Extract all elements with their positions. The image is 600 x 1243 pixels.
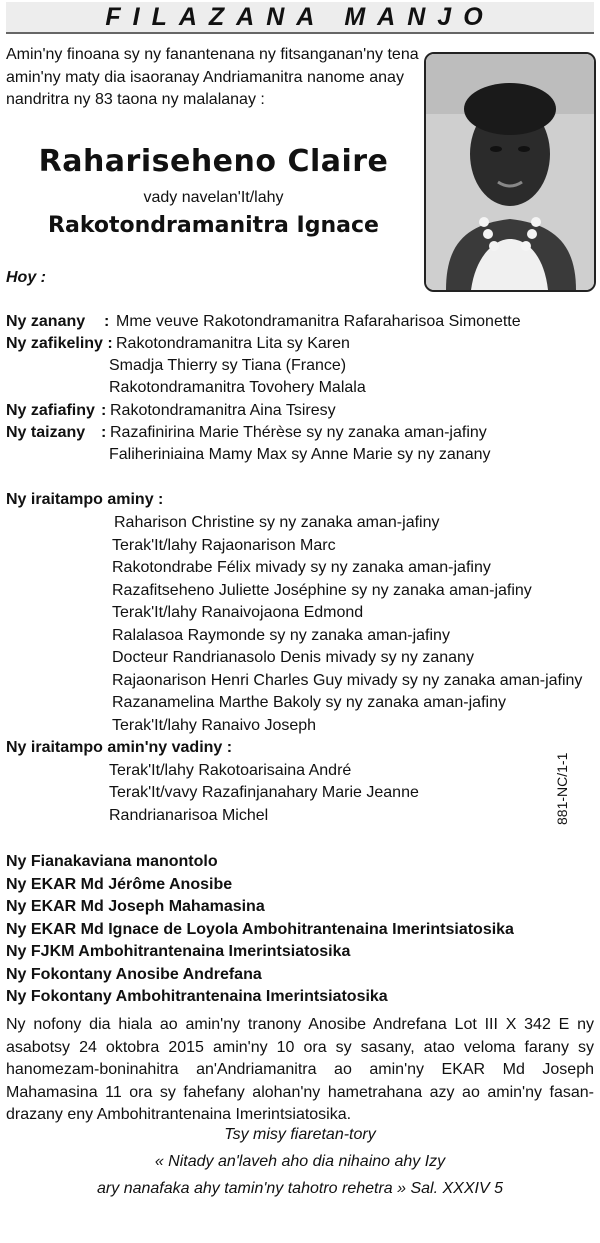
reference-code: 881-NC/1-1 — [554, 752, 570, 825]
taizany-item: Razafinirina Marie Thérèse sy ny zanaka aman-jafiny — [110, 424, 487, 441]
deceased-name: Rahariseheno Claire — [38, 144, 389, 179]
zafiafiny-colon: : — [101, 402, 107, 419]
iraitampo-item: Rakotondrabe Félix mivady sy ny zanaka aman-jafiny — [112, 559, 491, 576]
taizany-item: Faliheriniaina Mamy Max sy Anne Marie sy ny zanany — [109, 446, 491, 463]
funeral-details: Ny nofony dia hiala ao amin'ny tranony Anosibe Andrefana Lot III X 342 E ny asabotsy 24 oktobra 2015 amin'ny 10 ora sy sasany, atao veloma farany sy hanomezam-boninahitra an'Andriamanitra ao amin'ny EKAR Md Joseph Mahamasina 11 ora sy fahefany alohan'ny hametrahana azy ao amin'ny fasan-drazany eny Ambohitrantenaina Imerintsiatosika. — [6, 1016, 594, 1123]
zanany-label: Ny zanany — [6, 313, 86, 330]
closing-line-3: ary nanafaka ahy tamin'ny tahotro rehetra » Sal. XXXIV 5 — [97, 1180, 503, 1197]
intro-text: Amin'ny finoana sy ny fanantenana ny fitsanganan'ny tena amin'ny maty dia isaoranay Andriamanitra nanome anay nandritra ny 83 taona ny malalanay : — [6, 46, 419, 108]
iraitampo-item: Terak'It/lahy Ranaivojaona Edmond — [112, 604, 364, 621]
organization-line: Ny EKAR Md Ignace de Loyola Ambohitrantenaina Imerintsiatosika — [6, 921, 514, 938]
zafikeliny-item: Rakotondramanitra Lita sy Karen — [116, 335, 350, 352]
organization-line: Ny FJKM Ambohitrantenaina Imerintsiatosika — [6, 943, 351, 960]
notice-body — [6, 41, 594, 1237]
notice-header — [6, 2, 594, 34]
organization-line: Ny EKAR Md Joseph Mahamasina — [6, 898, 265, 915]
zafikeliny-item: Rakotondramanitra Tovohery Malala — [109, 379, 366, 396]
iraitampo-item: Rajaonarison Henri Charles Guy mivady sy ny zanaka aman-jafiny — [112, 672, 583, 689]
iraitampo-vadiny-item: Randrianarisoa Michel — [109, 807, 269, 824]
iraitampo-item: Razafitseheno Juliette Joséphine sy ny zanaka aman-jafiny — [112, 582, 532, 599]
organization-line: Ny Fokontany Anosibe Andrefana — [6, 966, 262, 983]
spouse-name: Rakotondramanitra Ignace — [48, 213, 379, 238]
iraitampo-vadiny-item: Terak'It/lahy Rakotoarisaina André — [109, 762, 352, 779]
zafikeliny-item: Smadja Thierry sy Tiana (France) — [109, 357, 347, 374]
zafikeliny-label: Ny zafikeliny : — [6, 335, 113, 352]
iraitampo-item: Razanamelina Marthe Bakoly sy ny zanaka aman-jafiny — [112, 694, 506, 711]
organization-line: Ny Fokontany Ambohitrantenaina Imerintsiatosika — [6, 988, 388, 1005]
closing-line-2: « Nitady an'laveh aho dia nihaino ahy Izy — [154, 1153, 446, 1170]
taizany-label: Ny taizany — [6, 424, 86, 441]
spouse-label: vady navelan'It/lahy — [143, 189, 284, 206]
organization-line: Ny EKAR Md Jérôme Anosibe — [6, 876, 233, 893]
organization-line: Ny Fianakaviana manontolo — [6, 853, 218, 870]
iraitampo-item: Ralalasoa Raymonde sy ny zanaka aman-jafiny — [112, 627, 450, 644]
portrait-photo — [424, 52, 596, 292]
iraitampo-vadiny-item: Terak'It/vavy Razafinjanahary Marie Jeanne — [109, 784, 419, 801]
closing-line-1: Tsy misy fiaretan-tory — [224, 1126, 376, 1143]
iraitampo-item: Terak'It/lahy Rajaonarison Marc — [112, 537, 336, 554]
zafiafiny-item: Rakotondramanitra Aina Tsiresy — [110, 402, 336, 419]
iraitampo-item: Docteur Randrianasolo Denis mivady sy ny zanany — [112, 649, 474, 666]
hoy-label: Hoy : — [6, 269, 46, 286]
iraitampo-label: Ny iraitampo aminy : — [6, 491, 164, 508]
notice-title: FILAZANA MANJO — [105, 2, 495, 31]
zanany-item: Mme veuve Rakotondramanitra Rafaraharisoa Simonette — [116, 313, 521, 330]
zanany-colon: : — [104, 313, 110, 330]
taizany-colon: : — [101, 424, 107, 441]
iraitampo-item: Terak'It/lahy Ranaivo Joseph — [112, 717, 317, 734]
zafiafiny-label: Ny zafiafiny — [6, 402, 95, 419]
iraitampo-vadiny-label: Ny iraitampo amin'ny vadiny : — [6, 739, 233, 756]
iraitampo-item: Raharison Christine sy ny zanaka aman-jafiny — [114, 514, 440, 531]
